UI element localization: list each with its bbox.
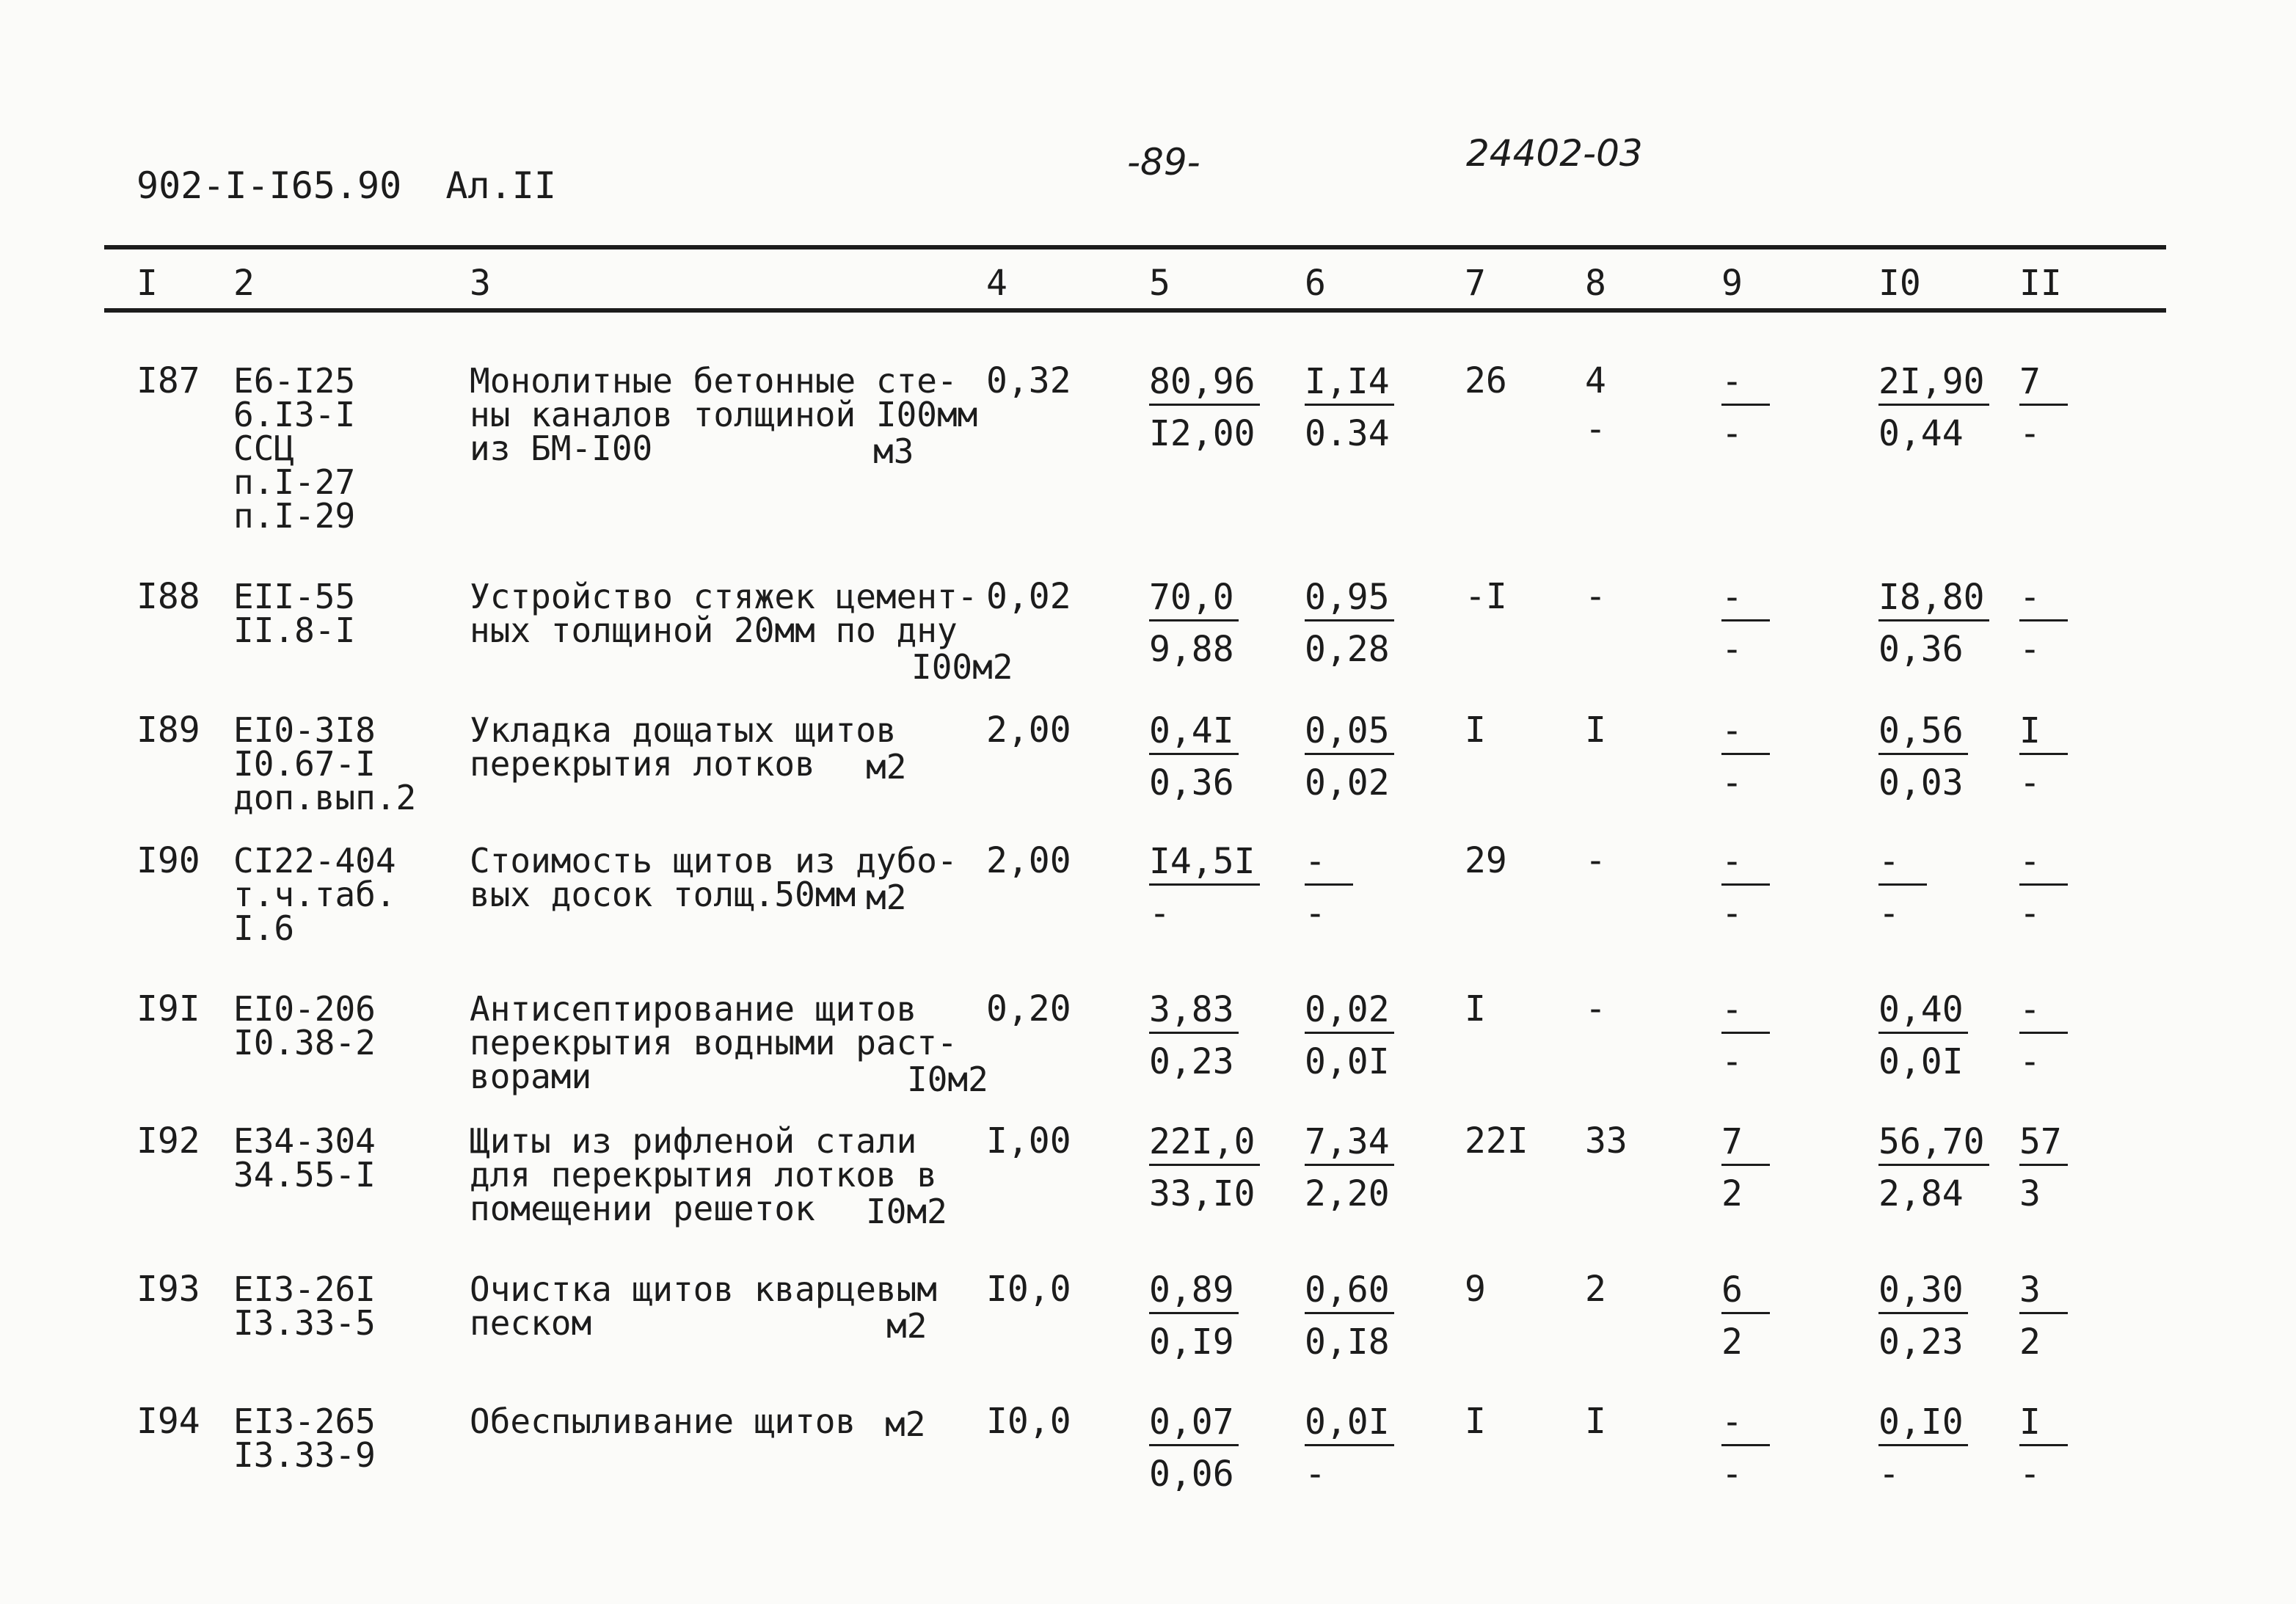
unit-of-measure: м2 (866, 878, 907, 917)
work-description-line: перекрытия лотков (470, 744, 815, 784)
wages-total (1585, 576, 1606, 628)
wages-total-sub: - (1585, 409, 1606, 450)
total-cost: 9 (1465, 1269, 1486, 1310)
work-description-line: ворами (470, 1057, 592, 1096)
unit-of-measure: м3 (873, 431, 914, 471)
labor-per-unit-numerator: - (1878, 844, 1927, 886)
row-number: I90 (136, 840, 200, 881)
wage-cost (1305, 841, 1353, 934)
quantity: 0,02 (986, 576, 1071, 617)
wages-total (1585, 1269, 1606, 1321)
machine-cost-numerator: - (1721, 1404, 1770, 1446)
quantity: I0,0 (986, 1401, 1071, 1442)
table-row (0, 576, 2296, 697)
wage-cost (1305, 577, 1394, 670)
work-description-line: вых досок толщ.50мм (470, 875, 856, 914)
wage-cost-denominator: 0,0I (1305, 1041, 1390, 1082)
document-code: 902-I-I65.90 Ал.II (136, 164, 556, 207)
machine-cost (1721, 1401, 1770, 1495)
total-cost: I (1465, 710, 1486, 751)
labor-total-numerator: I (2019, 713, 2068, 755)
unit-cost-numerator: 70,0 (1149, 580, 1239, 621)
labor-per-unit (1878, 1121, 1989, 1214)
labor-total (2019, 1121, 2068, 1214)
unit-cost-numerator: 0,89 (1149, 1272, 1239, 1314)
table-row (0, 988, 2296, 1109)
quantity: 2,00 (986, 710, 1071, 751)
table-row (0, 360, 2296, 536)
work-description-line: перекрытия водными раст- (470, 1023, 958, 1062)
work-description (470, 1401, 856, 1441)
labor-total (2019, 1401, 2068, 1495)
wage-cost-numerator: 0,95 (1305, 580, 1394, 621)
page-number: -89- (1127, 141, 1200, 183)
unit-cost-numerator: 80,96 (1149, 364, 1260, 406)
norm-code-line: доп.вып.2 (233, 778, 417, 817)
wage-cost-denominator: 2,20 (1305, 1173, 1390, 1214)
labor-total-denominator: - (2019, 413, 2041, 454)
total-cost: 29 (1465, 840, 1507, 881)
norm-code-line: I0.67-I (233, 744, 376, 784)
wage-cost (1305, 1401, 1394, 1495)
labor-total-numerator: 3 (2019, 1272, 2068, 1314)
norm-code-line: ЕI3-265 (233, 1401, 376, 1441)
wage-cost-denominator: 0,I8 (1305, 1322, 1390, 1363)
labor-per-unit-numerator: 0,I0 (1878, 1404, 1968, 1446)
work-description (470, 710, 897, 784)
unit-cost (1149, 1401, 1239, 1495)
wage-cost (1305, 1121, 1394, 1214)
unit-cost-denominator: I2,00 (1149, 413, 1255, 454)
unit-cost-denominator: 0,I9 (1149, 1322, 1234, 1363)
machine-cost-denominator: 2 (1721, 1173, 1743, 1214)
norm-code-line: I3.33-5 (233, 1303, 376, 1343)
wage-cost-denominator: 0,28 (1305, 629, 1390, 670)
work-description (470, 577, 978, 650)
machine-cost-denominator: - (1721, 893, 1743, 934)
labor-total-numerator: 57 (2019, 1124, 2068, 1166)
labor-total-denominator: - (2019, 893, 2041, 934)
row-number: I93 (136, 1269, 200, 1310)
unit-cost-denominator: 0,23 (1149, 1041, 1234, 1082)
table-top-rule (104, 245, 2166, 249)
labor-total-denominator: - (2019, 762, 2041, 803)
quantity: 0,32 (986, 360, 1071, 401)
labor-per-unit (1878, 710, 1968, 803)
labor-total-denominator: - (2019, 1041, 2041, 1082)
table-row (0, 1401, 2296, 1522)
norm-code-line: I0.38-2 (233, 1023, 376, 1062)
labor-per-unit-denominator: 2,84 (1878, 1173, 1964, 1214)
labor-per-unit-denominator: - (1878, 1454, 1900, 1495)
wages-total-value: 33 (1585, 1120, 1628, 1162)
unit-of-measure: I00м2 (911, 647, 1013, 687)
norm-code-line: Е34-304 (233, 1121, 376, 1161)
unit-cost (1149, 1121, 1260, 1214)
labor-per-unit-denominator: 0,36 (1878, 629, 1964, 670)
total-cost: -I (1465, 576, 1507, 617)
unit-of-measure: м2 (866, 747, 907, 787)
labor-per-unit (1878, 989, 1968, 1082)
unit-cost (1149, 989, 1239, 1082)
unit-cost-denominator: 0,36 (1149, 762, 1234, 803)
column-number-8: 8 (1585, 263, 1606, 304)
labor-per-unit-numerator: 0,56 (1878, 713, 1968, 755)
labor-total (2019, 1269, 2068, 1363)
wages-total (1585, 1401, 1606, 1453)
norm-code (233, 577, 356, 650)
norm-code-line: ЕI0-206 (233, 989, 376, 1029)
wages-total-value: - (1585, 576, 1606, 617)
wage-cost (1305, 361, 1394, 454)
machine-cost-denominator: - (1721, 1454, 1743, 1495)
work-description-line: ны каналов толщиной I00мм (470, 395, 978, 434)
work-description-line: ных толщиной 20мм по дну (470, 610, 958, 650)
wage-cost-denominator: - (1305, 893, 1326, 934)
labor-total (2019, 710, 2068, 803)
column-number-5: 5 (1149, 263, 1170, 304)
norm-code-line: 6.I3-I (233, 395, 356, 434)
unit-cost-denominator: 9,88 (1149, 629, 1234, 670)
table-row (0, 710, 2296, 831)
unit-cost (1149, 361, 1260, 454)
machine-cost-numerator: - (1721, 713, 1770, 755)
norm-code-line: Е6-I25 (233, 361, 356, 401)
machine-cost (1721, 577, 1770, 670)
machine-cost (1721, 710, 1770, 803)
table-row (0, 840, 2296, 961)
machine-cost-numerator: - (1721, 844, 1770, 886)
column-number-3: 3 (470, 263, 491, 304)
wages-total (1585, 840, 1606, 892)
machine-cost-denominator: - (1721, 629, 1743, 670)
row-number: I89 (136, 710, 200, 751)
norm-code-line: п.I-29 (233, 496, 356, 536)
labor-total-numerator: - (2019, 844, 2068, 886)
norm-code-line: ЕI0-3I8 (233, 710, 376, 750)
labor-total-denominator: 3 (2019, 1173, 2041, 1214)
table-row (0, 1120, 2296, 1242)
unit-cost-numerator: 0,07 (1149, 1404, 1239, 1446)
machine-cost-denominator: 2 (1721, 1322, 1743, 1363)
wage-cost-numerator: 7,34 (1305, 1124, 1394, 1166)
total-cost: 26 (1465, 360, 1507, 401)
work-description-line: помещении решеток (470, 1189, 815, 1228)
norm-code (233, 1121, 376, 1195)
labor-per-unit-denominator: 0,44 (1878, 413, 1964, 454)
work-description-line: Щиты из рифленой стали (470, 1121, 917, 1161)
machine-cost (1721, 1121, 1770, 1214)
unit-cost-denominator: 0,06 (1149, 1454, 1234, 1495)
machine-cost-denominator: - (1721, 1041, 1743, 1082)
labor-per-unit-numerator: 56,70 (1878, 1124, 1989, 1166)
labor-per-unit-numerator: I8,80 (1878, 580, 1989, 621)
unit-cost-denominator: 33,I0 (1149, 1173, 1255, 1214)
labor-per-unit-denominator: - (1878, 893, 1900, 934)
column-number-9: 9 (1721, 263, 1743, 304)
norm-code-line: 34.55-I (233, 1155, 376, 1195)
row-number: I87 (136, 360, 200, 401)
wage-cost-numerator: I,I4 (1305, 364, 1394, 406)
machine-cost (1721, 1269, 1770, 1363)
labor-per-unit (1878, 577, 1989, 670)
total-cost: I (1465, 988, 1486, 1029)
labor-total-numerator: I (2019, 1404, 2068, 1446)
total-cost: 22I (1465, 1120, 1528, 1162)
unit-cost-numerator: 0,4I (1149, 713, 1239, 755)
quantity: 0,20 (986, 988, 1071, 1029)
wage-cost (1305, 989, 1394, 1082)
labor-total-numerator: - (2019, 580, 2068, 621)
wages-total-value: 2 (1585, 1269, 1606, 1310)
wage-cost-numerator: 0,0I (1305, 1404, 1394, 1446)
wages-total-value: I (1585, 1401, 1606, 1442)
norm-code-line: II.8-I (233, 610, 356, 650)
labor-total (2019, 577, 2068, 670)
norm-code-line: п.I-27 (233, 462, 356, 502)
labor-total-numerator: 7 (2019, 364, 2068, 406)
work-description-line: Очистка щитов кварцевым (470, 1269, 937, 1309)
labor-total (2019, 841, 2068, 934)
wages-total-value: I (1585, 710, 1606, 751)
wage-cost-denominator: 0.34 (1305, 413, 1390, 454)
norm-code (233, 710, 417, 817)
norm-code (233, 361, 356, 536)
labor-total (2019, 361, 2068, 454)
row-number: I94 (136, 1401, 200, 1442)
column-number-6: 6 (1305, 263, 1326, 304)
handwritten-number: 24402-03 (1466, 132, 1643, 175)
wage-cost-numerator: 0,05 (1305, 713, 1394, 755)
unit-of-measure: I0м2 (866, 1192, 947, 1231)
labor-total (2019, 989, 2068, 1082)
work-description-line: для перекрытия лотков в (470, 1155, 937, 1195)
wage-cost-numerator: 0,60 (1305, 1272, 1394, 1314)
work-description-line: Устройство стяжек цемент- (470, 577, 978, 616)
machine-cost-numerator: - (1721, 580, 1770, 621)
table-row (0, 1269, 2296, 1390)
labor-total-denominator: 2 (2019, 1322, 2041, 1363)
work-description (470, 989, 958, 1096)
work-description-line: Монолитные бетонные сте- (470, 361, 958, 401)
machine-cost-numerator: - (1721, 364, 1770, 406)
machine-cost-numerator: 6 (1721, 1272, 1770, 1314)
work-description-line: песком (470, 1303, 592, 1343)
norm-code (233, 1401, 376, 1475)
labor-per-unit-numerator: 0,40 (1878, 992, 1968, 1034)
unit-cost-numerator: 3,83 (1149, 992, 1239, 1034)
labor-per-unit (1878, 361, 1989, 454)
labor-per-unit-denominator: 0,0I (1878, 1041, 1964, 1082)
wage-cost (1305, 1269, 1394, 1363)
labor-per-unit-denominator: 0,23 (1878, 1322, 1964, 1363)
norm-code-line: т.ч.таб. (233, 875, 396, 914)
norm-code-line: ЕI3-26I (233, 1269, 376, 1309)
norm-code-line: СI22-404 (233, 841, 396, 881)
wages-total (1585, 1120, 1628, 1173)
wage-cost-numerator: - (1305, 844, 1353, 886)
wage-cost-denominator: 0,02 (1305, 762, 1390, 803)
row-number: I92 (136, 1120, 200, 1162)
work-description-line: Укладка дощатых щитов (470, 710, 897, 750)
quantity: I0,0 (986, 1269, 1071, 1310)
unit-of-measure: I0м2 (907, 1060, 988, 1099)
wages-total (1585, 710, 1606, 762)
labor-per-unit (1878, 841, 1927, 934)
wages-total-value: - (1585, 988, 1606, 1029)
wages-total (1585, 360, 1606, 450)
column-number-4: 4 (986, 263, 1007, 304)
machine-cost (1721, 361, 1770, 454)
unit-cost (1149, 1269, 1239, 1363)
wage-cost-numerator: 0,02 (1305, 992, 1394, 1034)
machine-cost-denominator: - (1721, 413, 1743, 454)
wage-cost-denominator: - (1305, 1454, 1326, 1495)
labor-per-unit (1878, 1401, 1968, 1495)
labor-per-unit-denominator: 0,03 (1878, 762, 1964, 803)
norm-code (233, 841, 396, 948)
machine-cost-numerator: 7 (1721, 1124, 1770, 1166)
labor-per-unit-numerator: 2I,90 (1878, 364, 1989, 406)
unit-of-measure: м2 (885, 1404, 926, 1444)
row-number: I9I (136, 988, 200, 1029)
unit-cost (1149, 710, 1239, 803)
unit-cost-numerator: 22I,0 (1149, 1124, 1260, 1166)
machine-cost (1721, 989, 1770, 1082)
table-header-rule (104, 308, 2166, 313)
wage-cost (1305, 710, 1394, 803)
unit-of-measure: м2 (886, 1306, 927, 1346)
work-description-line: из БМ-I00 (470, 429, 653, 468)
labor-total-numerator: - (2019, 992, 2068, 1034)
column-number-1: I (136, 263, 158, 304)
work-description (470, 1269, 937, 1343)
column-number-2: 2 (233, 263, 255, 304)
quantity: 2,00 (986, 840, 1071, 881)
norm-code-line: ССЦ (233, 429, 295, 468)
row-number: I88 (136, 576, 200, 617)
wages-total (1585, 988, 1606, 1040)
norm-code (233, 989, 376, 1062)
labor-total-denominator: - (2019, 629, 2041, 670)
norm-code (233, 1269, 376, 1343)
labor-per-unit (1878, 1269, 1968, 1363)
machine-cost (1721, 841, 1770, 934)
wages-total-value: 4 (1585, 360, 1606, 401)
labor-total-denominator: - (2019, 1454, 2041, 1495)
column-number-11: II (2019, 263, 2062, 304)
machine-cost-denominator: - (1721, 762, 1743, 803)
wages-total-value: - (1585, 840, 1606, 881)
column-number-7: 7 (1465, 263, 1486, 304)
unit-cost-denominator: - (1149, 893, 1170, 934)
unit-cost (1149, 577, 1239, 670)
unit-cost (1149, 841, 1260, 934)
work-description-line: Антисептирование щитов (470, 989, 917, 1029)
norm-code-line: I3.33-9 (233, 1435, 376, 1475)
machine-cost-numerator: - (1721, 992, 1770, 1034)
labor-per-unit-numerator: 0,30 (1878, 1272, 1968, 1314)
column-number-10: I0 (1878, 263, 1921, 304)
total-cost: I (1465, 1401, 1486, 1442)
unit-cost-numerator: I4,5I (1149, 844, 1260, 886)
norm-code-line: I.6 (233, 908, 295, 948)
work-description-line: Стоимость щитов из дубо- (470, 841, 958, 881)
work-description-line: Обеспыливание щитов (470, 1401, 856, 1441)
norm-code-line: ЕII-55 (233, 577, 356, 616)
quantity: I,00 (986, 1120, 1071, 1162)
